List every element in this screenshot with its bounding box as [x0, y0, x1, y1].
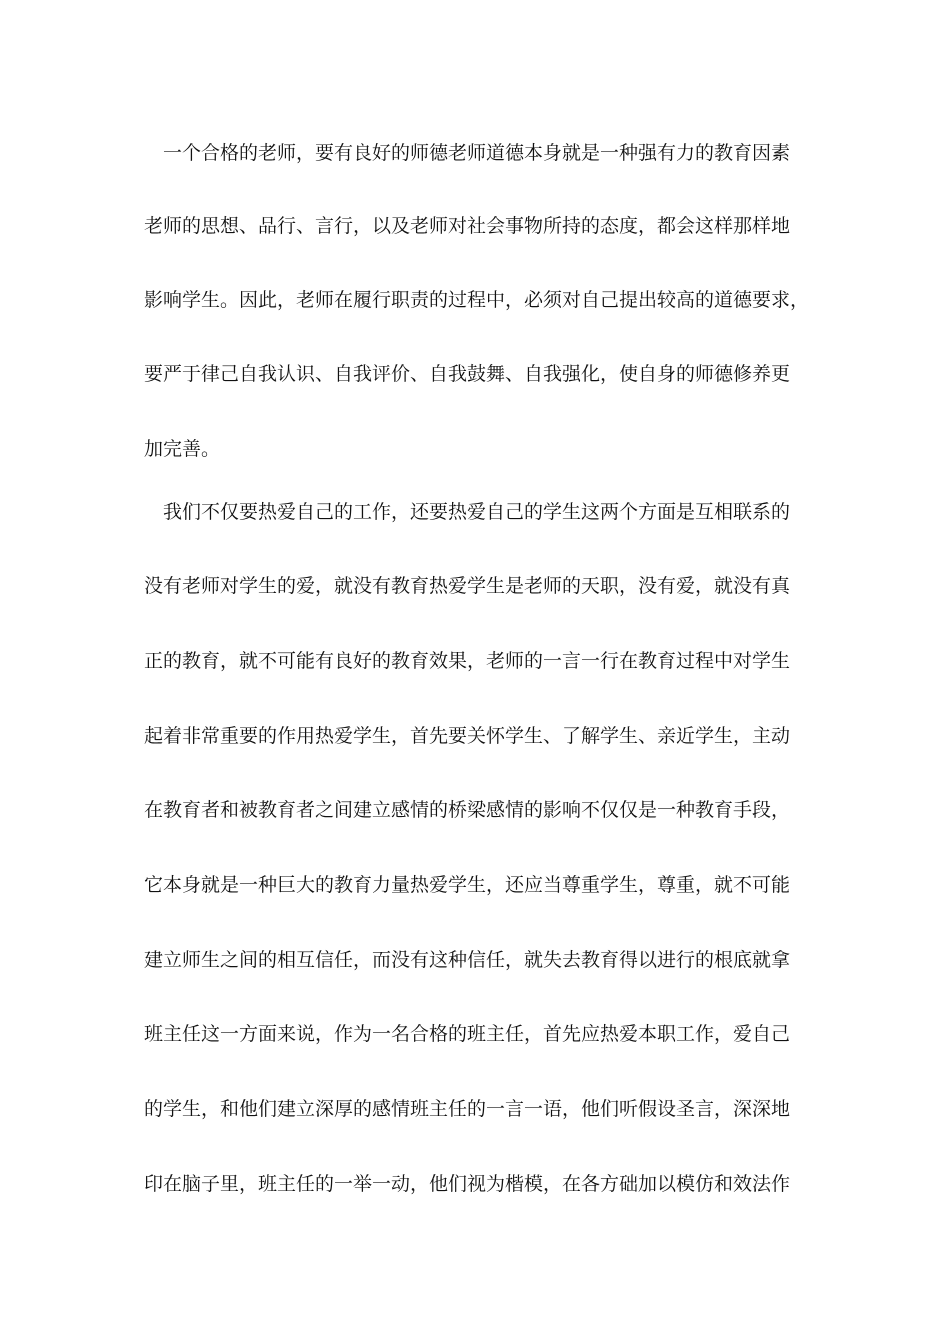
- text-line: 建立师生之间的相互信任，而没有这种信任，就失去教育得以进行的根底就拿: [144, 949, 791, 971]
- text-line: 要严于律己自我认识、自我评价、自我鼓舞、自我强化，使自身的师德修养更: [144, 363, 791, 385]
- text-line: 加完善。: [144, 438, 221, 460]
- text-line: 我们不仅要热爱自己的工作，还要热爱自己的学生这两个方面是互相联系的: [163, 501, 791, 523]
- text-line: 印在脑子里，班主任的一举一动，他们视为楷模，在各方础加以模仿和效法作: [144, 1173, 791, 1195]
- text-line: 老师的思想、品行、言行，以及老师对社会事物所持的态度，都会这样那样地: [144, 215, 791, 237]
- text-line: 影响学生。因此，老师在履行职责的过程中，必须对自己提出较高的道德要求，: [144, 289, 810, 311]
- text-line: 一个合格的老师，要有良好的师德老师道德本身就是一种强有力的教育因素: [163, 142, 791, 164]
- text-line: 的学生，和他们建立深厚的感情班主任的一言一语，他们听假设圣言，深深地: [144, 1098, 791, 1120]
- text-line: 班主任这一方面来说，作为一名合格的班主任，首先应热爱本职工作，爱自己: [144, 1023, 791, 1045]
- text-line: 在教育者和被教育者之间建立感情的桥梁感情的影响不仅仅是一种教育手段，: [144, 799, 791, 821]
- text-line: 正的教育，就不可能有良好的教育效果，老师的一言一行在教育过程中对学生: [144, 650, 791, 672]
- text-line: 没有老师对学生的爱，就没有教育热爱学生是老师的天职，没有爱，就没有真: [144, 575, 791, 597]
- text-line: 它本身就是一种巨大的教育力量热爱学生，还应当尊重学生，尊重，就不可能: [144, 874, 791, 896]
- text-line: 起着非常重要的作用热爱学生，首先要关怀学生、了解学生、亲近学生，主动: [144, 725, 791, 747]
